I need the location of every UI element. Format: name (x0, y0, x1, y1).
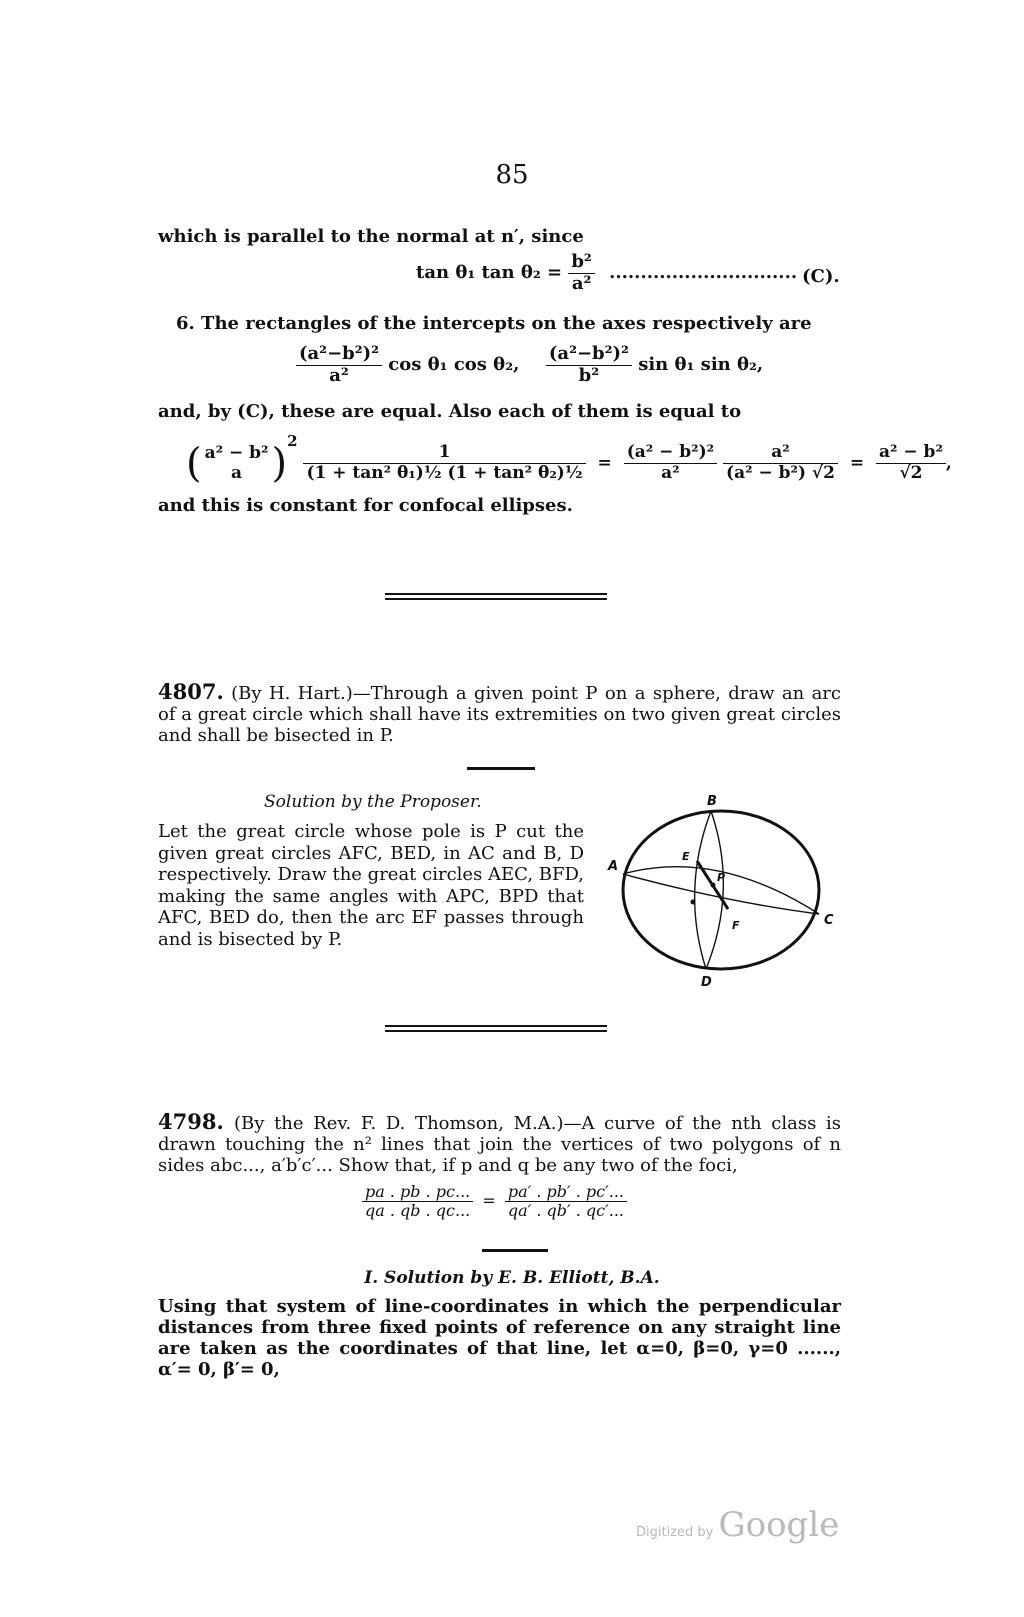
frac-den: a² (661, 463, 680, 483)
arc-bed (695, 811, 711, 969)
frac-num: (a²−b²)² (546, 344, 632, 366)
frac-num: (a²−b²)² (296, 344, 382, 366)
foci-equation: $\frac{pa . pb . pc...}{qa . qb . qc...}$ = $\frac{pa' . pb' . pc'...}{qa' . qb' . qc'...}$ (362, 1183, 627, 1221)
frac-den: qa′ . qb′ . qc′... (507, 1201, 624, 1221)
fraction (202, 444, 272, 483)
frac-num: pa . pb . pc... (362, 1183, 473, 1202)
eq-lhs: tan θ₁ tan θ₂ = (416, 262, 563, 284)
fraction (876, 443, 946, 483)
solution-text: Let the great circle whose pole is P cut the given great circles AFC, BED, in AC and B, D respectively. Draw the great circles AEC, BFD, making the same angles with APC, BPD that AFC, BED do, then the arc EF passes through and is bisected by P. (158, 821, 584, 950)
question-text: (By the Rev. F. D. Thomson, M.A.)—A curve of the nth class is drawn touching the n² lines that join the vertices of two polygons of n sides abc..., a′b′c′... Show that, if p and q be any two of the foci, (158, 1113, 841, 1176)
question-number: 4798. (158, 1109, 224, 1134)
frac-den: a (231, 462, 243, 483)
sphere-figure (596, 790, 856, 1000)
label-d: D (701, 975, 712, 990)
fraction (624, 443, 717, 483)
section-divider (385, 1025, 607, 1032)
intersection-point (691, 900, 696, 905)
outer-great-circle (623, 811, 819, 969)
expr-tail: cos θ₁ cos θ₂, (388, 354, 520, 376)
frac-den: qa . qb . qc... (365, 1201, 471, 1221)
fraction (296, 344, 382, 386)
short-rule (467, 767, 535, 770)
short-rule (482, 1249, 548, 1252)
label-e: E (682, 850, 690, 863)
frac-num: a² − b² (204, 442, 269, 463)
question-4807 (158, 681, 841, 746)
frac-den: √2 (899, 463, 923, 483)
solution-text: Using that system of line-coordinates in which the perpendicular distances from three fixed points of reference on any straight line are taken as the coordinates of that line, let α=0, β=0, γ=0 ......, α′= 0, β′= 0, (158, 1296, 841, 1380)
text-line: which is parallel to the normal at n′, since (158, 226, 584, 247)
equation-c (416, 252, 797, 294)
frac-num: a² − b² (876, 443, 946, 464)
fraction (362, 1183, 473, 1221)
frac-num: (a² − b²)² (624, 443, 717, 464)
exponent: 2 (287, 432, 298, 450)
rectangles-expressions (296, 344, 763, 386)
frac-num: 1 (303, 443, 585, 464)
fraction (723, 443, 838, 483)
text-line: and, by (C), these are equal. Also each of them is equal to (158, 401, 742, 422)
watermark-prefix: Digitized by (636, 1525, 714, 1540)
frac-num: a² (723, 443, 838, 464)
solution-heading: Solution by the Proposer. (264, 792, 482, 812)
label-a: A (608, 859, 619, 874)
leader-dots: .............................. (609, 262, 798, 284)
frac-num: b² (568, 252, 594, 274)
google-watermark (636, 1505, 839, 1545)
label-f: F (732, 919, 740, 932)
frac-num: pa′ . pb′ . pc′... (505, 1183, 627, 1202)
frac-den: b² (578, 364, 600, 386)
fraction (303, 443, 585, 483)
item-6-text: 6. The rectangles of the intercepts on the axes respectively are (176, 313, 812, 334)
frac-den: (a² − b²) √2 (726, 463, 835, 483)
question-text: (By H. Hart.)—Through a given point P on a sphere, draw an arc of a great circle which shall have its extremities on two given great circles and shall be bisected in P. (158, 683, 841, 746)
section-divider (385, 593, 607, 600)
google-logo: Google (718, 1505, 840, 1545)
fraction (546, 344, 632, 386)
equation-tag: (C). (802, 266, 840, 287)
text-line: and this is constant for confocal ellipses. (158, 495, 573, 516)
label-p: P (717, 871, 726, 884)
frac-den: (1 + tan² θ₁)½ (1 + tan² θ₂)½ (306, 463, 583, 483)
fraction (568, 252, 594, 294)
label-c: C (824, 913, 834, 928)
question-4798 (158, 1111, 841, 1176)
question-number: 4807. (158, 679, 224, 704)
page-number: 85 (495, 160, 529, 190)
equation-2: ( a² − b² a )$^2$ $\frac{1}{\text{(1 + tan² θ₁)½ (1 + tan² θ₂)½}}$ = $\frac{\text{(a² − b²)²}}{\text{a²}}$ $\frac{\text{a²}}{\text{(a² − b²) √2}}$ = $\frac{\text{a² − b²}}{√2}$ , (186, 432, 952, 487)
label-b: B (707, 794, 717, 809)
fraction (505, 1183, 627, 1221)
solution-heading: I. Solution by E. B. Elliott, B.A. (364, 1268, 660, 1288)
point-p (711, 883, 716, 888)
frac-den: a² (329, 364, 349, 386)
frac-den: a² (571, 272, 592, 294)
expr-tail: sin θ₁ sin θ₂, (638, 354, 764, 376)
